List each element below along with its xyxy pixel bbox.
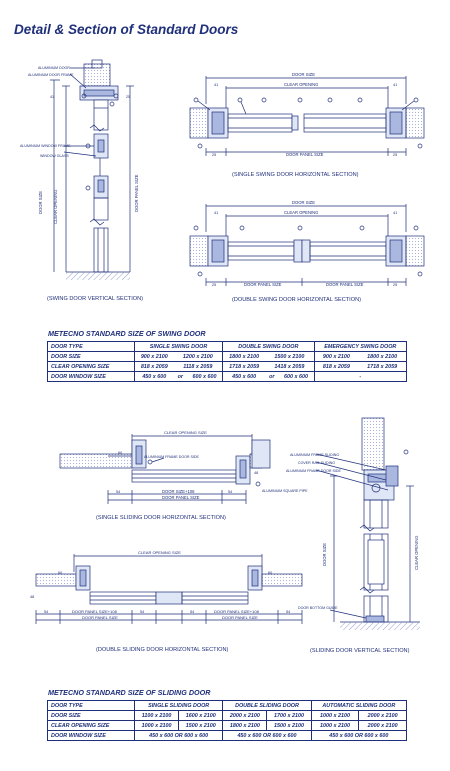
single-swing-horizontal-section xyxy=(190,76,424,156)
table-cell: 818 x 2059 xyxy=(314,362,358,372)
table-cell: 1718 x 2059 xyxy=(358,362,406,372)
caption-single-sliding-horizontal-section: (SINGLE SLIDING DOOR HORIZONTAL SECTION) xyxy=(96,515,226,521)
label-41-left-single-swing: 41 xyxy=(214,83,219,87)
table-row-label: DOOR WINDOW SIZE xyxy=(48,372,135,382)
sliding-door-vertical-section xyxy=(316,418,420,630)
table-header-cell: SINGLE SLIDING DOOR xyxy=(135,701,223,711)
label-aluminium-frame-sliding: ALUMINIUM FRAME SLIDING xyxy=(290,453,340,457)
table-cell: 2000 x 2100 xyxy=(223,711,267,721)
swing-door-table-title: METECNO STANDARD SIZE OF SWING DOOR xyxy=(48,329,206,338)
table-cell: 1000 x 2100 xyxy=(311,711,359,721)
label-aluminium-frame-door-side-single-sliding: ALUMINIUM FRAME DOOR SIDE xyxy=(144,455,199,459)
table-cell: 2000 x 2100 xyxy=(359,721,407,731)
table-cell: 450 x 600 OR 600 x 600 xyxy=(135,731,223,741)
page-title: Detail & Section of Standard Doors xyxy=(14,22,239,37)
label-door-panel-size-108-left: DOOR PANEL SIZE+108 xyxy=(72,609,117,614)
label-clear-opening-size-single-sliding: CLEAR OPENING SIZE xyxy=(164,430,207,435)
label-60-left-double-sliding: 60 xyxy=(58,571,63,575)
table-cell: 1800 x 2100 xyxy=(223,721,267,731)
label-door-panel-size-108-right: DOOR PANEL SIZE+108 xyxy=(214,609,259,614)
label-door-panel-size-vertical: DOOR PANEL SIZE xyxy=(134,174,139,212)
table-cell: or xyxy=(265,372,278,382)
table-row-label: DOOR SIZE xyxy=(48,711,135,721)
label-54-b-double-sliding: 54 xyxy=(140,610,145,614)
label-48-single-sliding: 48 xyxy=(254,471,259,475)
label-door-size-vertical: DOOR SIZE xyxy=(38,190,43,214)
table-header-cell: DOUBLE SLIDING DOOR xyxy=(223,701,311,711)
label-aluminium-frame-door-side-vertical: ALUMINIUM FRAME DOOR SIDE xyxy=(286,469,341,473)
label-door-size-108-single-sliding: DOOR SIZE+108 xyxy=(162,489,195,494)
caption-double-swing-horizontal-section: (DOUBLE SWING DOOR HORIZONTAL SECTION) xyxy=(232,297,361,303)
label-door-panel-size-double-swing-right: DOOR PANEL SIZE xyxy=(326,282,364,287)
table-cell: 450 x 600 OR 600 x 600 xyxy=(311,731,406,741)
table-cell: 450 x 600 xyxy=(223,372,266,382)
caption-swing-door-vertical-section: (SWING DOOR VERTICAL SECTION) xyxy=(47,296,144,302)
table-row xyxy=(48,721,407,731)
table-header-cell: SINGLE SWING DOOR xyxy=(135,342,223,352)
label-door-size-sliding-vertical: DOOR SIZE xyxy=(322,542,327,566)
table-cell: 2000 x 2100 xyxy=(359,711,407,721)
label-41-right-single-swing: 41 xyxy=(393,83,398,87)
swing-door-vertical-section xyxy=(50,60,134,280)
table-cell: 1800 x 2100 xyxy=(223,352,266,362)
table-cell: or xyxy=(174,372,187,382)
table-header-row xyxy=(48,342,407,352)
label-60-right-double-sliding: 60 xyxy=(268,571,273,575)
swing-door-size-table xyxy=(47,341,407,382)
table-cell: 1600 x 2100 xyxy=(179,711,223,721)
table-cell: 900 x 2100 xyxy=(135,352,174,362)
table-row xyxy=(48,731,407,741)
label-door-size-double-swing: DOOR SIZE xyxy=(292,200,316,205)
table-header-row xyxy=(48,701,407,711)
table-row xyxy=(48,352,407,362)
table-cell: 1800 x 2100 xyxy=(358,352,406,362)
table-header-cell: DOOR TYPE xyxy=(48,701,135,711)
table-cell: 1200 x 2100 xyxy=(174,352,223,362)
table-cell: 1100 x 2100 xyxy=(135,711,179,721)
label-door-panel-size-single-swing: DOOR PANEL SIZE xyxy=(286,152,324,157)
table-cell: 900 x 2100 xyxy=(314,352,358,362)
table-cell: 1000 x 2100 xyxy=(135,721,179,731)
table-cell: 1118 x 2059 xyxy=(174,362,223,372)
label-25-left-double-swing: 25 xyxy=(212,283,217,287)
label-60-single-sliding: 60 xyxy=(118,451,123,455)
label-clear-opening-sliding-vertical: CLEAR OPENING xyxy=(414,535,419,570)
label-dim-41-vertical: 41 xyxy=(50,95,54,99)
table-cell: 1500 x 2100 xyxy=(267,721,311,731)
table-cell: 600 x 600 xyxy=(278,372,314,382)
caption-sliding-door-vertical-section: (SLIDING DOOR VERTICAL SECTION) xyxy=(310,648,410,654)
label-clear-opening-vertical: CLEAR OPENING xyxy=(53,189,58,224)
label-door-panel-size-double-sliding-right: DOOR PANEL SIZE xyxy=(222,615,258,620)
table-cell: 1500 x 2100 xyxy=(179,721,223,731)
label-door-panel-size-single-sliding: DOOR PANEL SIZE xyxy=(162,495,200,500)
caption-double-sliding-horizontal-section: (DOUBLE SLIDING DOOR HORIZONTAL SECTION) xyxy=(96,647,229,653)
sliding-door-table-title: METECNO STANDARD SIZE OF SLIDING DOOR xyxy=(48,688,211,697)
label-clear-opening-double-swing: CLEAR OPENING xyxy=(284,210,319,215)
table-row-label: DOOR WINDOW SIZE xyxy=(48,731,135,741)
label-clear-opening-single-swing: CLEAR OPENING xyxy=(284,82,319,87)
table-cell: 600 x 600 xyxy=(187,372,223,382)
table-cell: 1718 x 2059 xyxy=(223,362,266,372)
table-row xyxy=(48,372,407,382)
label-41-right-double-swing: 41 xyxy=(393,211,398,215)
table-row-label: CLEAR OPENING SIZE xyxy=(48,362,135,372)
label-aluminium-door-frame: ALUMINIUM DOOR FRAME xyxy=(28,73,74,77)
table-row-label: CLEAR OPENING SIZE xyxy=(48,721,135,731)
label-54-a-double-sliding: 54 xyxy=(44,610,49,614)
label-41-left-double-swing: 41 xyxy=(214,211,219,215)
table-cell: 450 x 600 OR 600 x 600 xyxy=(223,731,311,741)
table-header-cell: AUTOMATIC SLIDING DOOR xyxy=(311,701,406,711)
label-25-right-single-swing: 25 xyxy=(393,153,398,157)
table-header-cell: DOOR TYPE xyxy=(48,342,135,352)
label-25-right-double-swing: 25 xyxy=(393,283,398,287)
table-row xyxy=(48,711,407,721)
table-row-label: DOOR SIZE xyxy=(48,352,135,362)
label-window-glass: WINDOW GLASS xyxy=(40,154,69,158)
label-54-left-single-sliding: 54 xyxy=(116,490,121,494)
table-cell: 1500 x 2100 xyxy=(265,352,314,362)
table-header-cell: DOUBLE SWING DOOR xyxy=(223,342,315,352)
sliding-door-size-table xyxy=(47,700,407,741)
label-door-panel-size-double-sliding-left: DOOR PANEL SIZE xyxy=(82,615,118,620)
caption-single-swing-horizontal-section: (SINGLE SWING DOOR HORIZONTAL SECTION) xyxy=(232,172,359,178)
table-cell: 1418 x 2059 xyxy=(265,362,314,372)
table-cell: 450 x 600 xyxy=(135,372,174,382)
table-cell: - xyxy=(314,372,406,382)
table-cell: 818 x 2059 xyxy=(135,362,174,372)
label-54-right-single-sliding: 54 xyxy=(228,490,233,494)
table-cell: 1700 x 2100 xyxy=(267,711,311,721)
label-54-d-double-sliding: 54 xyxy=(286,610,291,614)
label-cover-rail-sliding: COVER RAIL SLIDING xyxy=(298,461,336,465)
label-25-left-single-swing: 25 xyxy=(212,153,217,157)
double-swing-horizontal-section xyxy=(190,204,424,286)
table-header-cell: EMERGENCY SWING DOOR xyxy=(314,342,406,352)
table-cell: 1000 x 2100 xyxy=(311,721,359,731)
label-48-double-sliding: 48 xyxy=(30,595,35,599)
label-aluminium-square-pipe: ALUMINIUM SQUARE PIPE xyxy=(262,489,308,493)
label-door-panel-size-double-swing-left: DOOR PANEL SIZE xyxy=(244,282,282,287)
label-54-c-double-sliding: 54 xyxy=(190,610,195,614)
label-aluminium-window-frame: ALUMINIUM WINDOW FRAME xyxy=(20,144,71,148)
label-aluminium-door: ALUMINIUM DOOR xyxy=(38,66,70,70)
label-door-bottom-guide: DOOR BOTTOM GUIDE xyxy=(298,606,338,610)
table-row xyxy=(48,362,407,372)
label-dim-25-vertical: 25 xyxy=(126,95,130,99)
label-door-size-single-swing: DOOR SIZE xyxy=(292,72,316,77)
label-clear-opening-size-double-sliding: CLEAR OPENING SIZE xyxy=(138,550,181,555)
